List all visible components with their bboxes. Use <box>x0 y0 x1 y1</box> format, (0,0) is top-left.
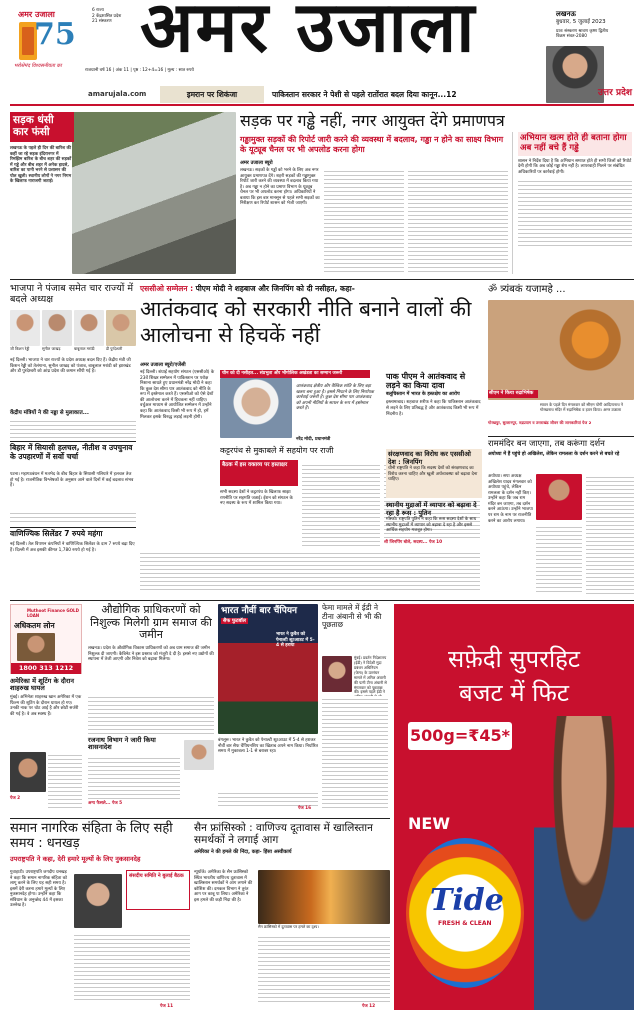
samvat: विक्रम संवत-2080 <box>556 34 587 40</box>
shooting-more[interactable]: पेज 2 <box>10 796 21 801</box>
campaign-headline: अभियान खत्म होते ही बताना होगा अब नहीं बचे हैं गड्ढे <box>518 132 632 156</box>
industry-body-rest <box>88 694 214 734</box>
fire-photo <box>258 870 390 924</box>
official-photo <box>184 740 214 770</box>
date: बुधवार, 5 जुलाई 2023 <box>556 18 606 25</box>
tide-ad[interactable] <box>394 604 634 1010</box>
tide-brand: Tide <box>430 883 504 918</box>
bihar-headline: बिहार में सियासी हलचल, नीतीश व उपचुनाव के उपहारणों में सर्वो चर्चा <box>10 443 133 461</box>
bihar-body: पटना। महागठबंधन में मतभेद के बीच बिहार के सियासी गलियारे में हलचल तेज हो गई है। राजनीतिक विश्लेषकों के अनुसार आने वाले दिनों में कई बदलाव संभव हैं। <box>10 472 134 489</box>
road-headline: सड़क धंसी कार फंसी <box>13 114 54 139</box>
sf-more[interactable]: पेज 12 <box>362 1004 376 1009</box>
portrait-caption: जी किशन रेड्डी <box>10 346 30 351</box>
sco-quote-by: नरेंद्र मोदी, प्रधानमंत्री <box>296 437 331 442</box>
shooting-body-rest <box>48 752 82 808</box>
ayodhya-col-3 <box>586 474 634 594</box>
edition-note: प्रातः संस्करण श्रावण कृष्ण द्वितीय <box>556 28 609 34</box>
muthoot-ad[interactable] <box>10 604 82 674</box>
trimbak-story <box>488 284 634 434</box>
bjp-body: नई दिल्ली। भाजपा ने चार राज्यों के प्रदेश अध्यक्ष बदल दिए हैं। केंद्रीय मंत्री जी किशन रेड्डी को तेलंगाना, सुनील जाखड़ को पंजाब, बाबूलाल मरांडी को झारखंड और डी पुरंदेश्वरी को आंध्र प्रदेश की कमान सौंपी गई है। <box>10 358 131 375</box>
trimbak-caption2: सावन के पहले दिन मंगलवार को सीएम योगी आदित्यनाथ ने गोरखनाथ मंदिर में रुद्राभिषेक व हवन किया। अमर उजाला <box>540 402 623 413</box>
sco-kicker-line <box>140 284 484 293</box>
football-more[interactable]: पेज 16 <box>298 806 312 811</box>
sco-byline: अमर उजाला ब्यूरो/एजेंसी <box>140 362 186 368</box>
pak-box-head: संरक्षणवाद का विरोध कर एससीओ देश : जिनपिंग <box>388 450 471 466</box>
muthoot-phone: 1800 313 1212 <box>18 664 74 672</box>
industry-sub: रजनाथ विभाग ने जारी किया शासनादेश <box>88 735 156 752</box>
ticker-right[interactable]: पाकिस्तान सरकार ने पेशी से पहले रातोंरात बदल दिया कानून...12 <box>272 90 457 99</box>
campaign-box <box>512 132 632 274</box>
pak-headline: पाक पीएम ने आतंकवाद से लड़ने का किया दावा <box>386 372 466 391</box>
sf-body: न्यूयॉर्क। अमेरिका के सैन फ्रांसिस्को स्थित भारतीय वाणिज्य दूतावास में खालिस्तान समर्थकों ने आग लगाने की कोशिश की। दमकल विभाग ने तुरंत आग पर काबू पा लिया। अमेरिका ने इस हमले की कड़ी निंदा की है। <box>194 870 253 903</box>
top-body-col-2 <box>324 168 404 274</box>
pak-story <box>386 372 482 596</box>
portrait-caption: सुनील जाखड़ <box>42 346 61 351</box>
sco-p2: सभी सदस्य देशों ने कट्टरपंथ के खिलाफ साझा रणनीति पर सहमति जताई। ईरान को संगठन के नए सदस्य के रूप में शामिल किया गया। <box>220 490 293 507</box>
sf-sub: अमेरिका ने की हमले की निंदा, कहा- हिंसा अस्वीकार्य <box>194 849 292 856</box>
ayodhya-story <box>488 440 634 596</box>
campaign-body-rest <box>518 178 632 248</box>
campaign-body: शासन ने निर्देश दिया है कि अभियान समाप्त होते ही सभी जिलों को रिपोर्ट देनी होगी कि अब कोई गड्ढा शेष नहीं है। लापरवाही मिलने पर संबंधित अधिकारियों पर कार्रवाई होगी। <box>518 158 632 175</box>
sco-headline: आतंकवाद को सरकारी नीति बनाने वालों की आलोचना से हिचकें नहीं <box>140 297 472 347</box>
muthoot-brand: Muthoot Finance GOLD LOAN <box>27 608 79 618</box>
ticker-left: इमरान पर शिकंजा <box>160 86 264 103</box>
lpg-body: नई दिल्ली। तेल विपणन कंपनियों ने वाणिज्यिक सिलेंडर के दाम 7 रुपये बढ़ा दिए हैं। दिल्ली में अब इसकी कीमत 1,780 रुपये हो गई है। <box>10 542 135 553</box>
tide-price-badge <box>408 722 512 750</box>
tide-headline-1: सफ़ेदी सुपरहिट <box>447 645 581 673</box>
sco-box <box>220 460 298 486</box>
tide-price: 500g=₹45* <box>409 726 511 745</box>
putin-headline: स्थानीय मुद्राओं में व्यापार को बढ़ावा दे रहा है रूस : पुतिन <box>386 501 477 517</box>
putin-body: मॉस्को। राष्ट्रपति पुतिन ने कहा कि रूस सदस्य देशों के साथ स्थानीय मुद्राओं में व्यापार को बढ़ावा दे रहा है और इससे आर्थिक सहयोग मजबूत होगा। <box>386 517 477 534</box>
trimbak-more[interactable]: गोरखपुर, सुल्तानपुर, रुद्रप्रयाग व उत्तराखंड जीवन की जानकारियां पेज 2 <box>488 420 592 425</box>
top-body: लखनऊ। सड़कों के गड्ढों को भरने के लिए अब नगर आयुक्त प्रमाणपत्र देंगे। शहरी सड़कों की गड्ढामुक्त रिपोर्ट जारी करने की व्यवस्था में बदलाव किया गया है। अब गड्ढा न होने का प्रमाण विभाग के यूट्यूब चैनल पर भी अपलोड करना होगा। अधिकारियों ने बताया कि इस बार मानसून से पहले सभी सड़कों का निरीक्षण कर रिपोर्ट शासन को भेजी जाएगी। <box>240 168 320 207</box>
section-rule-2 <box>10 600 634 601</box>
ayodhya-headline: राममंदिर बन जाएगा, तब करूंगा दर्शन <box>488 439 605 449</box>
shooting-headline: अमेरिका में शूटिंग के दौरान शाहरुख घायल <box>10 677 74 693</box>
portrait-caption: डी पुरंदेश्वरी <box>106 346 123 351</box>
akhilesh-photo <box>536 474 582 520</box>
phone-box[interactable] <box>11 663 81 674</box>
industry-body-rest-2 <box>88 755 180 801</box>
pak-box <box>386 449 482 498</box>
bjp-story <box>10 284 136 596</box>
section-rule-1 <box>10 279 634 280</box>
masthead <box>0 0 640 87</box>
yogi-rudrabhishek-photo <box>488 300 634 400</box>
anniversary-number: 75 <box>34 17 76 52</box>
civil-code-body: गुवाहाटी। उपराष्ट्रपति जगदीप धनखड़ ने कहा कि समान नागरिक संहिता को लागू करने के लिए यह सही समय है। इसमें देरी करना हमारे मूल्यों के लिए नुकसानदेह होगा। उन्होंने कहा कि संविधान के अनुच्छेद 44 में इसका उल्लेख है। <box>10 870 68 909</box>
trimbak-caption1: सीएम ने किया रुद्राभिषेक <box>488 390 538 398</box>
industry-more[interactable]: अन्य फैसले... पेज 5 <box>88 800 123 806</box>
divider <box>488 436 634 437</box>
fema-story <box>322 604 388 814</box>
road-story <box>10 112 236 274</box>
small-logo: अमर उजाला <box>18 9 55 19</box>
ticker-bar <box>76 86 634 103</box>
portrait-photo <box>42 310 72 346</box>
civil-code-headline: समान नागरिक संहिता के लिए सही समय : धनखड़ <box>10 821 173 851</box>
tide-new-label: NEW <box>408 814 450 833</box>
muthoot-headline: अधिकतम लोन <box>14 621 55 630</box>
spokesperson-photo <box>17 633 55 661</box>
sco-body: नई दिल्ली। शंघाई सहयोग संगठन (एससीओ) के 23वें शिखर सम्मेलन में पाकिस्तान पर परोक्ष निशाना साधते हुए प्रधानमंत्री नरेंद्र मोदी ने कहा कि कुछ देश सीमा पार आतंकवाद को नीति के रूप में इस्तेमाल करते हैं। एससीओ को ऐसे देशों की आलोचना करने में हिचकना नहीं चाहिए। वर्चुअल माध्यम से आयोजित सम्मेलन में उन्होंने कहा कि आतंकवाद किसी भी रूप में हो, हमें मिलकर इसके विरुद्ध लड़ाई लड़नी होगी। <box>140 370 215 420</box>
ayodhya-col-2 <box>536 524 582 594</box>
industry-story <box>88 604 214 814</box>
top-headline: सड़क पर गड्ढे नहीं, नगर आयुक्त देंगे प्रमाणपत्र <box>240 111 505 130</box>
industry-headline: औद्योगिक प्राधिकरणों को निशुल्क मिलेगी ग्राम समाज की जमीन <box>90 603 212 642</box>
civil-code-box <box>126 870 190 910</box>
civil-code-rest <box>74 932 190 1002</box>
football-caption: भारत ने कुवैत को पेनाल्टी शूटआउट में 5-4 से हराया <box>276 632 315 649</box>
bihar-body-rest <box>10 510 136 524</box>
football-body: बंगलूरू। भारत ने कुवैत को पेनाल्टी शूटआउट में 5-4 से हराकर नौवीं बार सैफ चैंपियनशिप का खिताब अपने नाम किया। निर्धारित समय में मुकाबला 1-1 से बराबर रहा। <box>218 738 318 755</box>
website-link[interactable]: amarujala.com <box>88 90 147 98</box>
region-label: उत्तर प्रदेश <box>598 88 632 98</box>
sco-kicker: एससीओ सम्मेलन : <box>140 284 194 293</box>
top-body-col-3 <box>408 168 508 274</box>
trimbak-headline: ॐ त्र्यंबकं यजामहे ... <box>488 284 566 295</box>
sco-col-3 <box>302 462 380 546</box>
dhankhar-photo <box>74 874 122 928</box>
special-item: 6 राज्य <box>92 8 104 13</box>
bjp-sub: केंद्रीय मंत्रियों ने की नड्डा से मुलाकात... <box>10 410 89 416</box>
special-item: 2 केंद्रशासित प्रदेश <box>92 13 122 19</box>
shooting-story <box>10 678 82 814</box>
top-story <box>240 112 632 274</box>
top-byline: अमर उजाला ब्यूरो <box>240 160 273 166</box>
pak-body: इस्लामाबाद। शहबाज शरीफ ने कहा कि पाकिस्तान आतंकवाद से लड़ने के लिए प्रतिबद्ध है और आतंकवाद किसी भी रूप में निंदनीय है। <box>386 400 481 417</box>
section-rule-3 <box>10 818 390 819</box>
modi-photo <box>220 378 292 438</box>
civil-code-box-text: संसदीय समिति ने बुलाई बैठक <box>129 873 184 879</box>
car-in-pothole-photo <box>72 112 236 274</box>
ayodhya-body: अयोध्या। सपा अध्यक्ष अखिलेश यादव मंगलवार को अयोध्या पहुंचे, लेकिन रामलला के दर्शन नहीं किए। उन्होंने कहा कि जब राम मंदिर बन जाएगा, तब दर्शन करने आऊंगा। उन्होंने भाजपा पर राम के नाम पर राजनीति करने का आरोप लगाया। <box>488 474 533 524</box>
sco-subhead: कट्टरपंथ से मुकाबले में सहयोग पर राजी <box>220 446 334 455</box>
football-sub: सैफ फुटबॉल <box>223 618 246 624</box>
industry-body: लखनऊ। प्रदेश के औद्योगिक विकास प्राधिकरणों को अब ग्राम समाज की जमीन निशुल्क दी जाएगी। कैबिनेट ने इस प्रस्ताव को मंजूरी दे दी है। इससे नए उद्योगों की स्थापना में तेजी आएगी और निवेश को बढ़ावा मिलेगा। <box>88 645 214 663</box>
imran-photo <box>546 46 604 103</box>
bjp-body-rest <box>10 418 136 438</box>
civil-code-sub: उपराष्ट्रपति ने कहा, देरी हमारे मूल्यों के लिए नुकसानदेह <box>10 854 141 863</box>
road-headline-box <box>10 112 74 142</box>
bjp-photos <box>10 310 136 354</box>
divider <box>10 441 136 442</box>
portrait-photo <box>74 310 104 346</box>
divider <box>10 527 136 528</box>
pak-box-body: चीनी राष्ट्रपति ने कहा कि सदस्य देशों को संरक्षणवाद का विरोध करना चाहिए और खुली अर्थव्यवस्था को बढ़ावा देना चाहिए। <box>388 466 478 483</box>
tagline: भरोसेमंद विश्वसनीयता का <box>14 63 62 69</box>
dateline <box>556 10 636 40</box>
sf-story <box>194 822 390 1012</box>
tina-ambani-photo <box>322 656 352 692</box>
football-headline: भारत नौवीं बार चैंपियन <box>221 606 298 616</box>
fema-headline: फेमा मामले में ईडी ने टीना अंबानी से भी की पूछताछ <box>322 603 382 630</box>
special-item: 21 संस्करण <box>92 19 112 25</box>
sf-caption: सैन फ्रांसिस्को में दूतावास पर हमले का दृश्य। <box>258 924 319 929</box>
pak-sub: बलूचिस्तान में भारत के हस्तक्षेप का आरोप <box>386 392 460 398</box>
edition-meta: राजधानी वर्ष 16 | अंक 11 | पृष्ठ : 12+4=16 | मूल्य : सात रुपये <box>85 68 194 73</box>
anniversary-badge <box>17 19 75 63</box>
sco-kicker-rest: पीएम मोदी ने शहबाज और जिनपिंग को दी नसीहत, कहा- <box>195 284 355 293</box>
sf-rest <box>258 934 390 1002</box>
sco-more-link[interactable]: शी जिनपिंग बोले, सदस्य... पेज 10 <box>384 540 443 545</box>
tide-tagline: FRESH & CLEAN <box>438 920 492 927</box>
tide-headline-2: बजट में फिट <box>458 679 570 707</box>
shahrukh-photo <box>10 752 46 792</box>
road-text: लखनऊ के पहले ही दिन की बारिश की कहीं जा रहे सड़क इंदिरानगर में रिमझिम बारिश के बीच शहर की सड़कों में गड्ढे और बीच शहर में अनेक हादसे, बारिश का पानी भरने से प्रशासन की पोल खुली। स्थानीय लोगों ने नगर निगम के खिलाफ नाराजगी जताई। <box>10 146 72 185</box>
main-logo: अमर उजाला <box>140 0 477 68</box>
ayodhya-sub: अयोध्या में हैं पहुंचे हो अखिलेश, लेकिन रामलला के दर्शन करने से बचते रहे <box>488 451 620 457</box>
fema-body-rest <box>322 696 388 808</box>
portrait-photo <box>106 310 136 346</box>
lpg-headline: वाणिज्यिक सिलेंडर 7 रुपये महंगा <box>10 529 103 538</box>
bjp-headline: भाजपा ने पंजाब समेत चार राज्यों में बदले अध्यक्ष <box>10 283 134 305</box>
sco-quote: आतंकवाद क्षेत्रीय और वैश्विक शांति के लिए बड़ा खतरा बना हुआ है। इससे निपटने के लिए निर्णायक कार्रवाई जरूरी है। कुछ देश सीमा पार आतंकवाद को अपनी नीतियों के साधन के रूप में इस्तेमाल करते हैं। <box>296 384 374 412</box>
city: लखनऊ <box>556 10 576 18</box>
sco-photo-caption: चीन को दी नसीहत... संप्रभुता और भौगोलिक अखंडता का सम्मान जरूरी <box>220 370 370 378</box>
civil-code-story <box>10 822 190 1012</box>
model-photo <box>534 716 634 1010</box>
shooting-body: मुंबई। अभिनेता शाहरुख खान अमेरिका में एक फिल्म की शूटिंग के दौरान घायल हो गए। उनकी नाक पर चोट आई है और छोटी सर्जरी की गई है। वे अब स्वस्थ हैं। <box>10 694 82 717</box>
portrait-caption: बाबूलाल मरांडी <box>74 346 95 351</box>
top-subhead: गड्ढामुक्त सड़कों की रिपोर्ट जारी करने की व्यवस्था में बदलाव, गड्ढा न होने का साक्ष्य विभाग के यूट्यूब चैनल पर भी अपलोड करना होगा <box>240 135 504 154</box>
sf-headline: सैन फ्रांसिस्को : वाणिज्य दूतावास में खालिस्तान समर्थकों ने लगाई आग <box>194 822 373 847</box>
civil-code-more[interactable]: पेज 11 <box>160 1004 174 1009</box>
masthead-rule <box>10 104 634 106</box>
fema-body: मुंबई। प्रवर्तन निदेशालय (ईडी) ने विदेशी मुद्रा प्रबंधन अधिनियम (फेमा) के उल्लंघन मामले में अनिल अंबानी की पत्नी टीना अंबानी से मंगलवार को पूछताछ की। इससे पहले ईडी ने <box>354 655 387 695</box>
portrait-photo <box>10 310 40 346</box>
football-body-rest <box>218 790 318 806</box>
football-story <box>218 604 318 814</box>
sco-box-text: बैठक में इस वक्तव्य पर हस्ताक्षर <box>222 462 288 468</box>
